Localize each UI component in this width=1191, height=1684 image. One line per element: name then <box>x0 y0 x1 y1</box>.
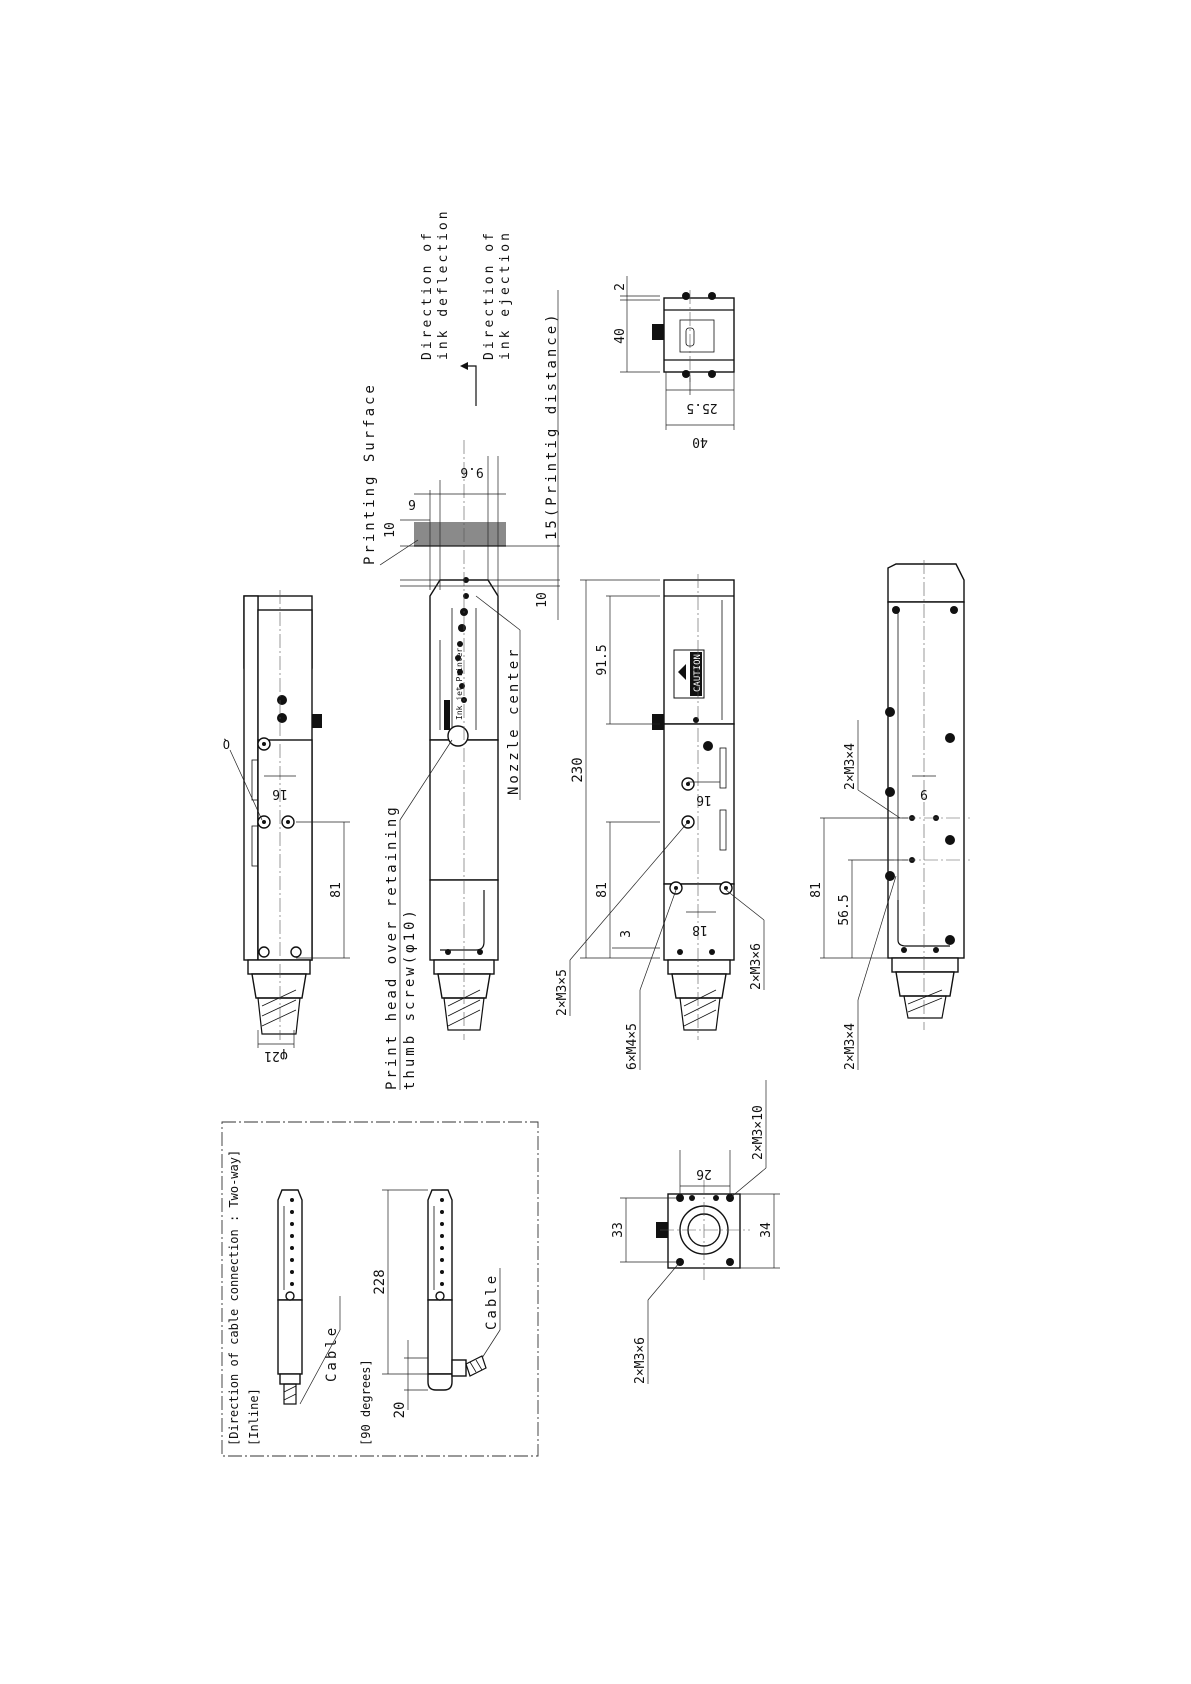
callout-m3x10: 2×M3×10 <box>751 1105 766 1160</box>
back-view <box>809 560 970 1070</box>
left-side-view <box>223 590 350 1063</box>
brand-text: Ink jet Printer <box>455 647 464 720</box>
callout-m3x6-side: 2×M3×6 <box>749 943 764 990</box>
inline-label: [Inline] <box>247 1388 261 1446</box>
dim-25-5: 25.5 <box>686 400 718 415</box>
dim-81-back: 81 <box>809 882 824 898</box>
retaining-screw-line-1: Print head over retaining <box>384 804 400 1090</box>
cable-connection-box <box>222 1122 538 1456</box>
direction-arrows <box>420 208 513 406</box>
retaining-screw-line-2: thumb screw(φ10) <box>402 907 418 1090</box>
dim-40-width: 40 <box>692 434 708 449</box>
ink-deflection-line-1: Direction of <box>420 230 435 360</box>
dim-228: 228 <box>372 1269 388 1295</box>
callout-m3x6-bottom: 2×M3×6 <box>633 1337 648 1384</box>
dim-230: 230 <box>570 757 586 783</box>
dim-34: 34 <box>759 1222 774 1238</box>
printing-surface <box>362 290 560 620</box>
dim-16-left: 16 <box>272 786 288 801</box>
dim-10-bottom: 10 <box>535 592 550 608</box>
dim-3: 3 <box>619 930 634 938</box>
ninety-degrees-label: [90 degrees] <box>359 1359 373 1446</box>
dim-81-center: 81 <box>595 882 610 898</box>
dim-91-5: 91.5 <box>595 644 610 676</box>
dim-56-5: 56.5 <box>837 894 852 926</box>
dim-phi21: φ21 <box>264 1048 288 1063</box>
right-side-view <box>555 574 764 1070</box>
caution-label: CAUTION <box>693 654 703 692</box>
dim-20: 20 <box>392 1401 408 1419</box>
dim-9-6: 9.6 <box>460 464 484 479</box>
dim-2: 2 <box>613 283 628 291</box>
dim-33: 33 <box>611 1222 626 1238</box>
dim-16-right: 16 <box>696 792 712 807</box>
cable-label-90: Cable <box>484 1272 500 1330</box>
top-cut-label: Q <box>222 737 230 751</box>
callout-m3x4-lower: 2×M3×4 <box>843 1023 858 1070</box>
dim-26: 26 <box>696 1166 712 1181</box>
dim-40-height: 40 <box>613 328 628 344</box>
ink-deflection-line-2: ink deflection <box>436 208 451 360</box>
callout-m3x4-upper: 2×M3×4 <box>843 743 858 790</box>
callout-m3x5: 2×M3×5 <box>555 969 570 1016</box>
nozzle-center-label: Nozzle center <box>506 646 522 795</box>
cable-box-title: [Direction of cable connection : Two-way] <box>227 1149 241 1446</box>
dim-18: 18 <box>692 922 708 937</box>
dim-9: 9 <box>920 786 928 801</box>
bottom-end-view <box>611 1080 780 1384</box>
top-end-view <box>613 276 734 449</box>
printing-distance-label: 15(Printig distance) <box>544 311 560 540</box>
dim-6: 6 <box>408 496 416 511</box>
dim-10-top: 10 <box>383 522 398 538</box>
callout-m4x5: 6×M4×5 <box>625 1023 640 1070</box>
printing-surface-label: Printing Surface <box>362 382 378 565</box>
ink-ejection-line-1: Direction of <box>482 230 497 360</box>
dim-81-left: 81 <box>329 882 344 898</box>
ink-ejection-line-2: ink ejection <box>498 230 513 360</box>
cable-label-inline: Cable <box>324 1324 340 1382</box>
